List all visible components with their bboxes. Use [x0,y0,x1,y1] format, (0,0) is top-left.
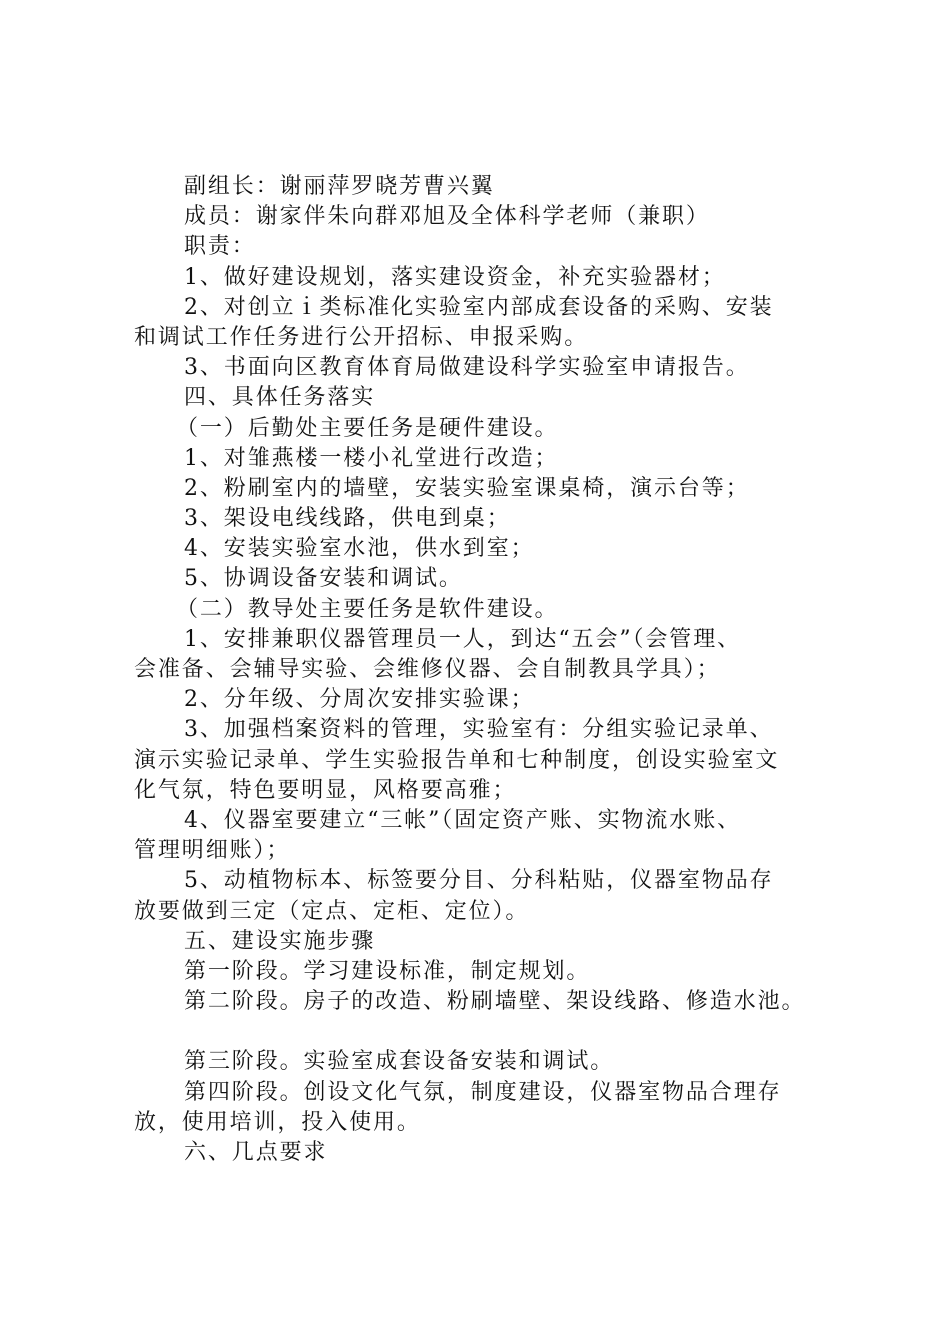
blank-line [134,1017,854,1047]
text-line: 1、对雏燕楼一楼小礼堂进行改造； [184,445,559,471]
text-line: 第三阶段。实验室成套设备安装和调试。 [184,1049,615,1075]
text-line: 2、分年级、分周次安排实验课； [184,687,535,713]
text-line: 放要做到三定（定点、定柜、定位）。 [134,898,530,924]
subsection-heading: （二）教导处主要任务是软件建设。 [176,596,559,622]
text-line: 职责： [184,234,256,260]
text-line: 第四阶段。创设文化气氛，制度建设，仪器室物品合理存 [184,1079,782,1105]
text-line: 第一阶段。学习建设标准，制定规划。 [184,958,591,984]
text-line: 管理明细账）； [134,838,291,864]
text-line: 2、粉刷室内的墙壁，安装实验室课桌椅，演示台等； [184,475,750,501]
text-line: 1、做好建设规划，落实建设资金，补充实验器材； [184,264,726,290]
text-line: 3、加强档案资料的管理，实验室有：分组实验记录单、 [184,717,774,743]
text-line: 5、协调设备安装和调试。 [184,566,463,592]
text-line: 1、安排兼职仪器管理员一人，到达“五会”（会管理、 [184,626,741,652]
text-line: 成员：谢家伴朱向群邓旭及全体科学老师（兼职） [184,204,710,230]
text-line: 化气氛，特色要明显，风格要高雅； [134,777,517,803]
section-heading: 五、建设实施步骤 [184,928,376,954]
text-line: 和调试工作任务进行公开招标、申报采购。 [134,324,589,350]
subsection-heading: （一）后勤处主要任务是硬件建设。 [176,415,559,441]
text-line: 3、架设电线线路，供电到桌； [184,506,511,532]
section-heading: 六、几点要求 [184,1140,328,1165]
document-body [134,172,854,1168]
text-line: 放，使用培训，投入使用。 [134,1109,421,1135]
text-line: 4、安装实验室水池，供水到室； [184,536,535,562]
text-line: 2、对创立ｉ类标准化实验室内部成套设备的采购、安装 [184,294,774,320]
text-line: 第二阶段。房子的改造、粉刷墙壁、架设线路、修造水池。 [184,989,806,1015]
text-line: 4、仪器室要建立“三帐”（固定资产账、实物流水账、 [184,807,741,833]
text-line: 5、动植物标本、标签要分目、分科粘贴，仪器室物品存 [184,868,774,894]
text-line: 3、书面向区教育体育局做建设科学实验室申请报告。 [184,355,750,381]
text-line: 副组长：谢丽萍罗晓芳曹兴翼 [184,174,495,199]
text-line: 会准备、会辅导实验、会维修仪器、会自制教具学具）； [134,657,721,682]
text-line: 演示实验记录单、学生实验报告单和七种制度，创设实验室文 [134,747,780,773]
section-heading: 四、具体任务落实 [184,385,376,411]
